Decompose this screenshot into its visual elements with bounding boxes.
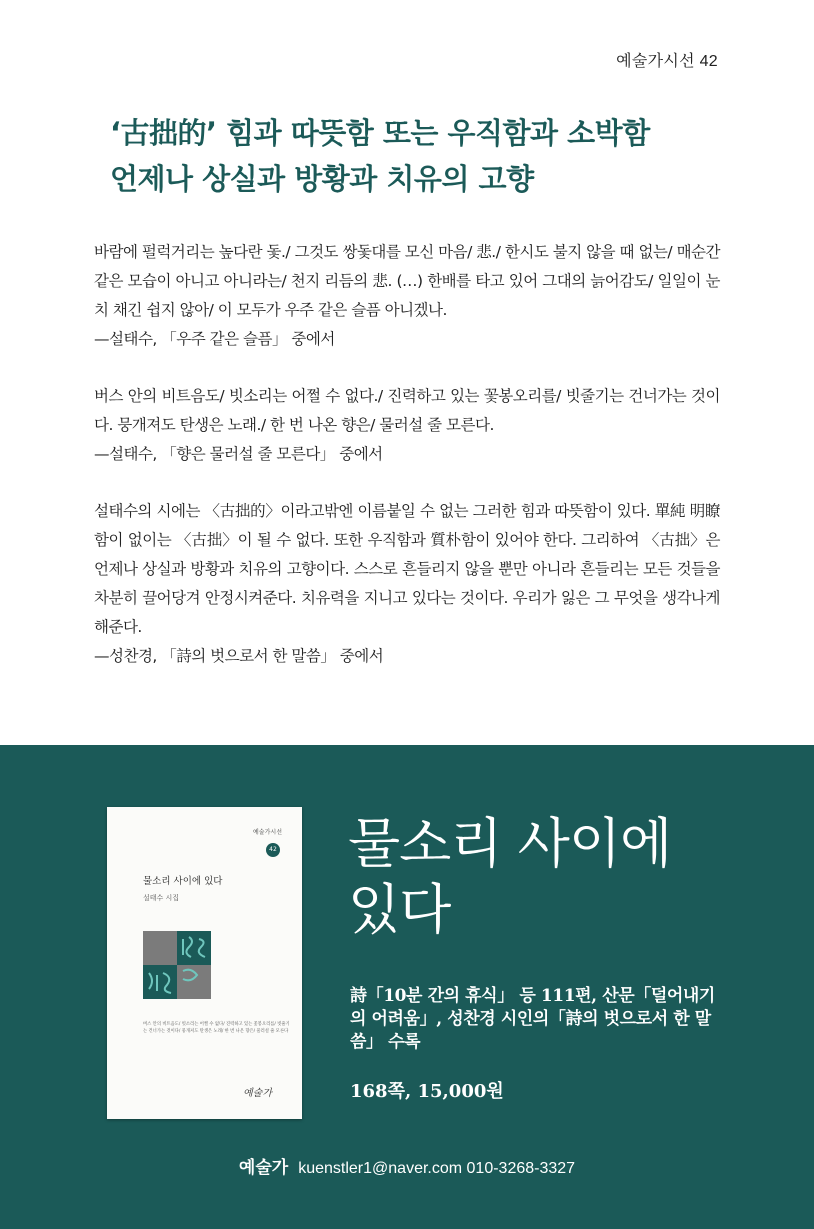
cover-number-badge: 42 xyxy=(266,843,280,857)
quote-source: —성찬경, 「詩의 벗으로서 한 말씀」 중에서 xyxy=(94,647,384,665)
book-title xyxy=(348,811,768,943)
quote-1 xyxy=(94,238,720,354)
publisher-name: 예술가 xyxy=(238,1158,289,1178)
quote-source: —설태수, 「우주 같은 슬픔」 중에서 xyxy=(94,330,335,348)
cover-artwork xyxy=(143,931,211,999)
book-description: 詩「10분 간의 휴식」 등 111편, 산문「덜어내기의 어려움」, 성찬경 시인의「詩의 벗으로서 한 말씀」 수록 xyxy=(350,986,715,1052)
book-price: 168쪽, 15,000원 xyxy=(350,1081,504,1102)
series-label: 예술가시선 42 xyxy=(616,53,718,70)
book-title-line-2: 있다 xyxy=(348,878,451,941)
headline xyxy=(110,110,750,202)
cover-publisher-logo: 예술가 xyxy=(243,1088,272,1099)
quote-text: 버스 안의 비트음도/ 빗소리는 어쩔 수 없다./ 진력하고 있는 꽃봉오리를/ 빗줄기는 건너가는 것이다. 뭉개져도 탄생은 노래./ 한 번 나온 향은/ 물러설 줄 모른다. xyxy=(94,387,720,434)
cover-title: 물소리 사이에 있다 xyxy=(143,876,223,887)
book-cover xyxy=(107,807,302,1119)
quotes-section xyxy=(94,238,720,699)
quote-3 xyxy=(94,497,720,671)
quote-source: —설태수, 「향은 물러설 줄 모른다」 중에서 xyxy=(94,445,383,463)
cover-blurb: 버스 안의 비트음도/ 빗소리는 어쩔 수 없다/ 진력하고 있는 꽃봉오리를/ 빗줄기는 건너가는 것이다/ 뭉개져도 탄생은 노래/ 한 번 나온 향은/ 물러설 줄 모른다 xyxy=(143,1022,290,1034)
headline-line-2: 언제나 상실과 방황과 치유의 고향 xyxy=(110,162,534,196)
quote-text: 설태수의 시에는 〈古拙的〉이라고밖엔 이름붙일 수 없는 그러한 힘과 따뜻함이 있다. 單純 明瞭함이 없이는 〈古拙〉이 될 수 없다. 또한 우직함과 質朴함이 있어야 한다. 그리하여 〈古拙〉은 언제나 상실과 방황과 치유의 고향이다. 스스로 흔들리지 않을 뿐만 아니라 흔들리는 모든 것들을 차분히 끌어당겨 안정시켜준다. 치유력을 지니고 있다는 것이다. 우리가 잃은 그 무엇을 생각나게 해준다. xyxy=(94,502,720,636)
contact-details: kuenstler1@naver.com 010-3268-3327 xyxy=(298,1160,576,1177)
cover-author: 설태수 시집 xyxy=(143,894,180,902)
quote-text: 바람에 펄럭거리는 높다란 돛./ 그것도 쌍돛대를 모신 마음/ 悲./ 한시도 불지 않을 때 없는/ 매순간 같은 모습이 아니고 아니라는/ 천지 리듬의 悲. (…) 한배를 타고 있어 그대의 늙어감도/ 일일이 눈치 채긴 쉽지 않아/ 이 모두가 우주 같은 슬픔 아니겠나. xyxy=(94,243,720,319)
quote-2 xyxy=(94,382,720,469)
book-promo-panel xyxy=(0,745,814,1229)
cover-series: 예술가시선 xyxy=(253,829,282,836)
headline-line-1: ‘古拙的’ 힘과 따뜻함 또는 우직함과 소박함 xyxy=(110,116,650,150)
contact-line xyxy=(0,1153,814,1178)
book-title-line-1: 물소리 사이에 xyxy=(348,812,672,875)
